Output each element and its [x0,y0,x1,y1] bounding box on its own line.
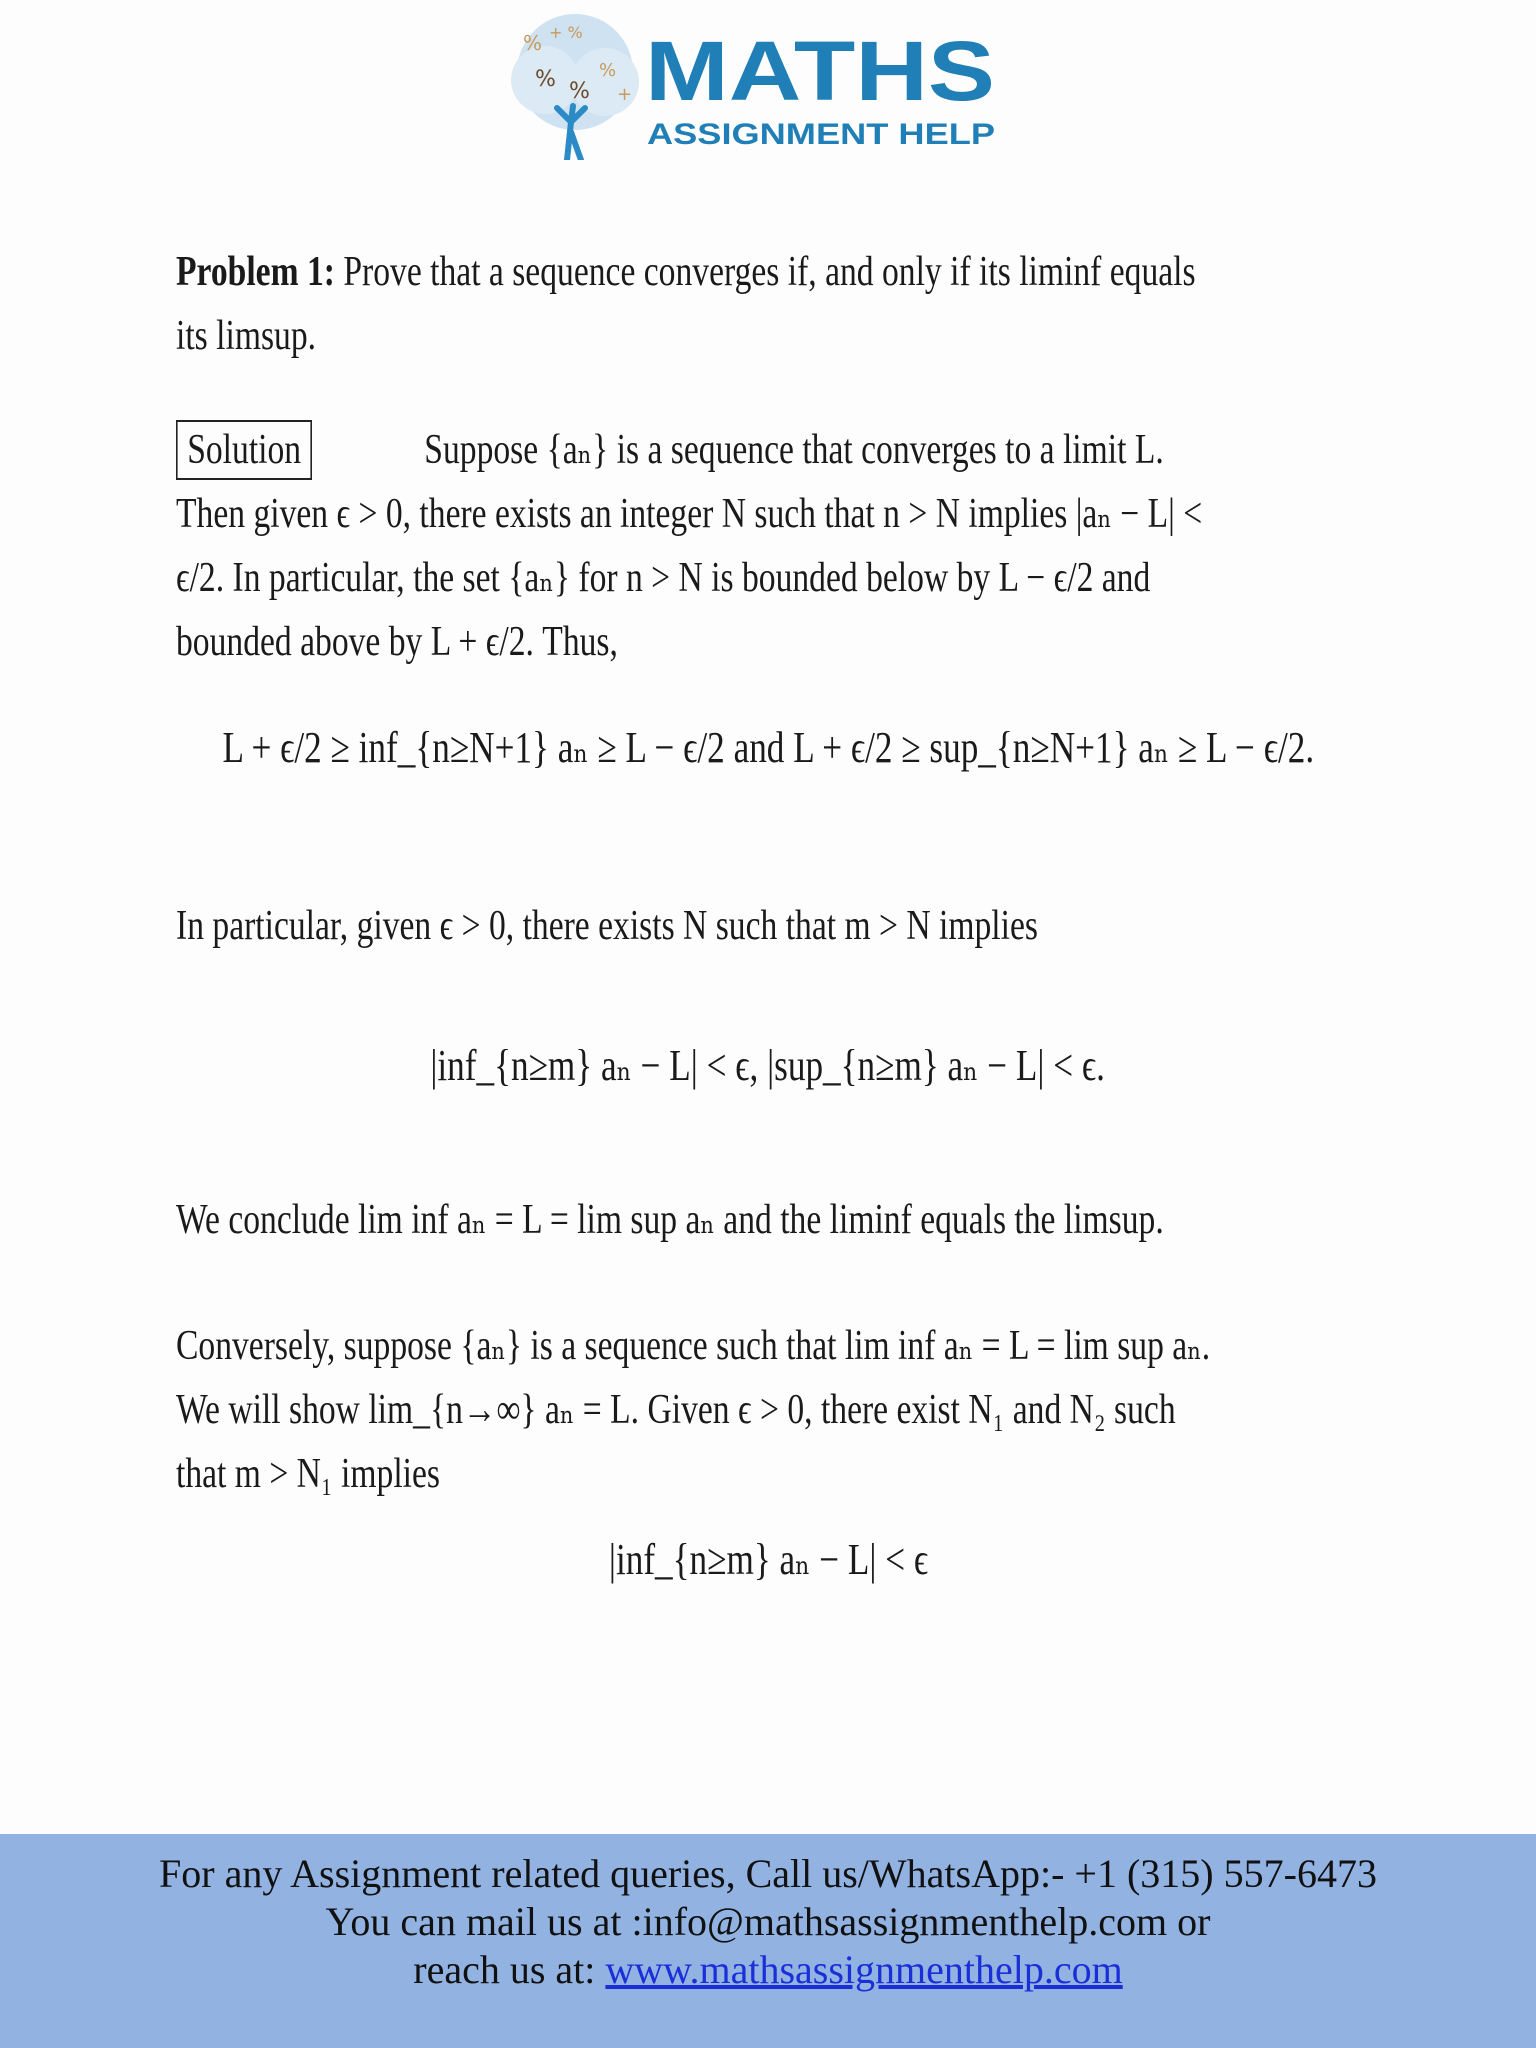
solution-paragraph-3 [176,1188,1232,1252]
footer-line-2: You can mail us at :info@mathsassignmenthelp.com or [325,1899,1211,1944]
contact-footer [0,1834,1536,2048]
solution-label-box: Solution [176,420,312,480]
equation-3-text: |inf_{n≥m} aₙ − L| < ϵ [608,1535,928,1584]
svg-text:%: % [569,79,590,104]
svg-text:%: % [523,31,543,55]
website-link[interactable]: www.mathsassignmenthelp.com [605,1947,1123,1992]
problem-label: Problem 1: [176,249,335,295]
equation-1 [0,722,1536,773]
svg-text:%: % [599,60,617,81]
equation-1-text: L + ϵ/2 ≥ inf_{n≥N+1} aₙ ≥ L − ϵ/2 and L + ϵ/2 ≥ sup_{n≥N+1} aₙ ≥ L − ϵ/2. [222,723,1314,772]
solution-p4-text: Conversely, suppose {aₙ} is a sequence such that lim inf aₙ = L = lim sup aₙ. We will show lim_{n→∞} aₙ = L. Given ϵ > 0, there exist N₁ and N₂ such that m > N₁ implies [176,1323,1211,1497]
footer-line-3-prefix: reach us at: [413,1947,606,1992]
solution-p1-text: Suppose {aₙ} is a sequence that converges to a limit L. Then given ϵ > 0, there exists an integer N such that n > N implies |aₙ − L| < ϵ/2. In particular, the set {aₙ} for n > N is bounded below by L − ϵ/2 and bounded above by L + ϵ/2. Thus, [176,427,1203,665]
solution-paragraph-1 [176,418,1232,674]
solution-paragraph-4 [176,1314,1232,1506]
equation-2-text: |inf_{n≥m} aₙ − L| < ϵ, |sup_{n≥m} aₙ − L| < ϵ. [430,1041,1106,1090]
equation-2 [0,1040,1536,1091]
svg-text:+ %: + % [549,23,583,42]
tree-icon [511,14,639,160]
maths-assignment-help-logo [505,10,1005,160]
solution-paragraph-2 [176,894,1232,958]
problem-statement [176,240,1232,368]
svg-text:+: + [617,84,633,105]
logo-title: MATHS [645,24,995,118]
problem-text: Prove that a sequence converges if, and only if its liminf equals its limsup. [176,249,1196,359]
solution-p3-text: We conclude lim inf aₙ = L = lim sup aₙ and the liminf equals the limsup. [176,1197,1164,1243]
footer-line-1: For any Assignment related queries, Call us/WhatsApp:- +1 (315) 557-6473 [159,1851,1377,1896]
equation-3 [0,1534,1536,1585]
solution-p2-text: In particular, given ϵ > 0, there exists N such that m > N implies [176,903,1038,949]
footer-line-3 [0,1946,1536,1994]
svg-text:%: % [535,67,556,92]
logo-subtitle: ASSIGNMENT HELP [647,118,995,151]
